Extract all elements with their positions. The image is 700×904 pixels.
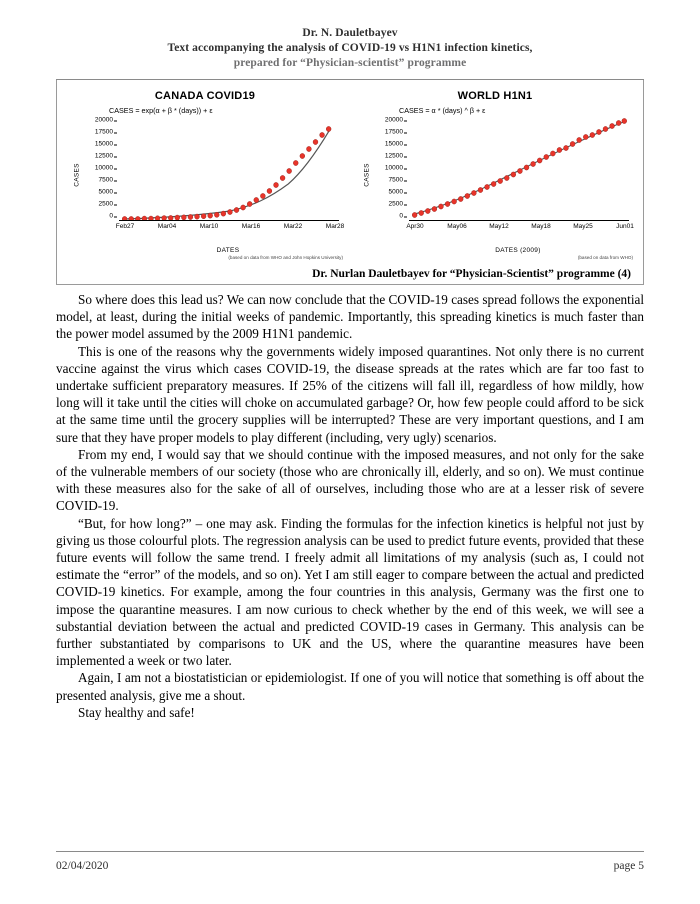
plot-svg [119, 116, 339, 220]
paragraph: From my end, I would say that we should continue with the imposed measures, and not only for the sake of the vulnerable members of our society (those who are chronically ill, elderly, and so on). We must continue with these measures also for the sake of all of ourselves, including those who are at a lesser risk of severe COVID-19. [56, 446, 644, 514]
footer-page-number: page 5 [613, 860, 644, 872]
y-axis-ticks [367, 116, 407, 220]
plot-wrapper [67, 116, 343, 234]
y-tick: 2500 [388, 200, 403, 208]
y-tick: 7500 [388, 176, 403, 184]
x-axis-label: DATES [216, 247, 240, 254]
x-tick: May18 [531, 223, 551, 230]
paragraph: Stay healthy and safe! [78, 704, 195, 720]
chart-source-note: (based on data from WHO) [577, 255, 633, 260]
x-tick: Mar28 [325, 223, 345, 230]
x-axis-ticks [406, 220, 634, 232]
y-tick: 5000 [98, 188, 113, 196]
footer-divider [56, 851, 644, 852]
y-tick: 12500 [94, 152, 113, 160]
chart-canada-covid19 [67, 90, 343, 260]
y-tick: 10000 [94, 164, 113, 172]
x-tick: Apr30 [406, 223, 424, 230]
y-tick: 2500 [98, 200, 113, 208]
figure-caption: Dr. Nurlan Dauletbayev for “Physician-Scientist” programme (4) [312, 268, 631, 280]
y-tick: 12500 [384, 152, 403, 160]
y-tick: 17500 [94, 128, 113, 136]
x-tick: May06 [447, 223, 467, 230]
y-tick: 0 [399, 212, 403, 220]
chart-equation: CASES = α * (days) ^ β + ε [399, 106, 486, 115]
y-tick: 15000 [384, 140, 403, 148]
document-header [56, 26, 644, 71]
body-text [56, 291, 644, 721]
plot-area [409, 116, 629, 221]
data-points [412, 118, 627, 217]
plot-area [119, 116, 339, 221]
paragraph: Again, I am not a biostatistician or epidemiologist. If one of you will notice that something is off about the presented analysis, give me a shout. [56, 670, 644, 703]
y-tick: 0 [109, 212, 113, 220]
x-tick: Mar22 [283, 223, 303, 230]
y-tick: 15000 [94, 140, 113, 148]
y-axis-ticks [77, 116, 117, 220]
y-tick: 20000 [384, 116, 403, 124]
y-tick: 20000 [94, 116, 113, 124]
y-tick: 10000 [384, 164, 403, 172]
x-tick: Mar16 [241, 223, 261, 230]
chart-title: CANADA COVID19 [154, 90, 256, 102]
x-tick: Mar10 [199, 223, 219, 230]
x-tick: May25 [573, 223, 593, 230]
charts-row [67, 90, 633, 260]
plot-svg [409, 116, 629, 220]
y-axis-label: CASES [363, 163, 371, 187]
header-author: Dr. N. Dauletbayev [302, 27, 398, 39]
y-tick: 7500 [98, 176, 113, 184]
fit-curve [123, 130, 330, 219]
chart-world-h1n1 [357, 90, 633, 260]
y-axis-label: CASES [73, 163, 81, 187]
figure-block [56, 80, 644, 285]
footer-date: 02/04/2020 [56, 860, 109, 872]
chart-title: WORLD H1N1 [457, 90, 533, 102]
chart-source-note: (based on data from WHO and John Hopkins University) [228, 255, 343, 260]
plot-wrapper [357, 116, 633, 234]
x-tick: Feb27 [115, 223, 135, 230]
header-programme: prepared for “Physician-scientist” programme [233, 57, 467, 69]
x-axis-label: DATES (2009) [495, 247, 541, 254]
paragraph: This is one of the reasons why the governments widely imposed quarantines. Not only there is no current vaccine against the virus which cases COVID-19, the disease spreads at the rates which are far too fast to undertake sufficient preparatory measures. If 25% of the citizens will fall ill, regardless of how mildly, how long will it take until the cities will choke on accumulated garbage? Or, how few people could afford to be sick at the same time until the grocery supplies will be interrupted? These are very important questions, and I am sure that they have proper models to play different (including, very ugly) scenarios. [56, 343, 644, 445]
chart-equation: CASES = exp(α + β * (days)) + ε [109, 106, 213, 115]
y-tick: 5000 [388, 188, 403, 196]
document-footer [56, 860, 644, 872]
y-tick: 17500 [384, 128, 403, 136]
paragraph: So where does this lead us? We can now conclude that the COVID-19 cases spread follows the exponential model, at least, during the initial weeks of pandemic. Importantly, this spreading kinetics is much faster than the power model assumed by the 2009 H1N1 pandemic. [56, 292, 644, 342]
header-subtitle: Text accompanying the analysis of COVID-19 vs H1N1 infection kinetics, [167, 42, 533, 54]
x-tick: Mar04 [157, 223, 177, 230]
paragraph: “But, for how long?” – one may ask. Finding the formulas for the infection kinetics is helpful not just by giving us those colourful plots. The regression analysis can be used to predict future events, provided that these future events will follow the same trend. I freely admit all limitations of my analysis (such as, I could not estimate the “error” of the models, and so on). Yet I am still eager to compare between the actual and predicted COVID-19 kinetics. For example, among the four countries in this analysis, Germany was the first one to impose the quarantine measures. I am now curious to check whether by the end of this week, we will see a substantial deviation between the actual and predicted COVID-19 cases in Germany. This analysis can be further substantiated by comparisons to UK and the US, where the quarantine measures have been implemented a week or two later. [56, 515, 644, 669]
x-tick: Jun01 [616, 223, 634, 230]
x-tick: May12 [489, 223, 509, 230]
x-axis-ticks [115, 220, 345, 232]
